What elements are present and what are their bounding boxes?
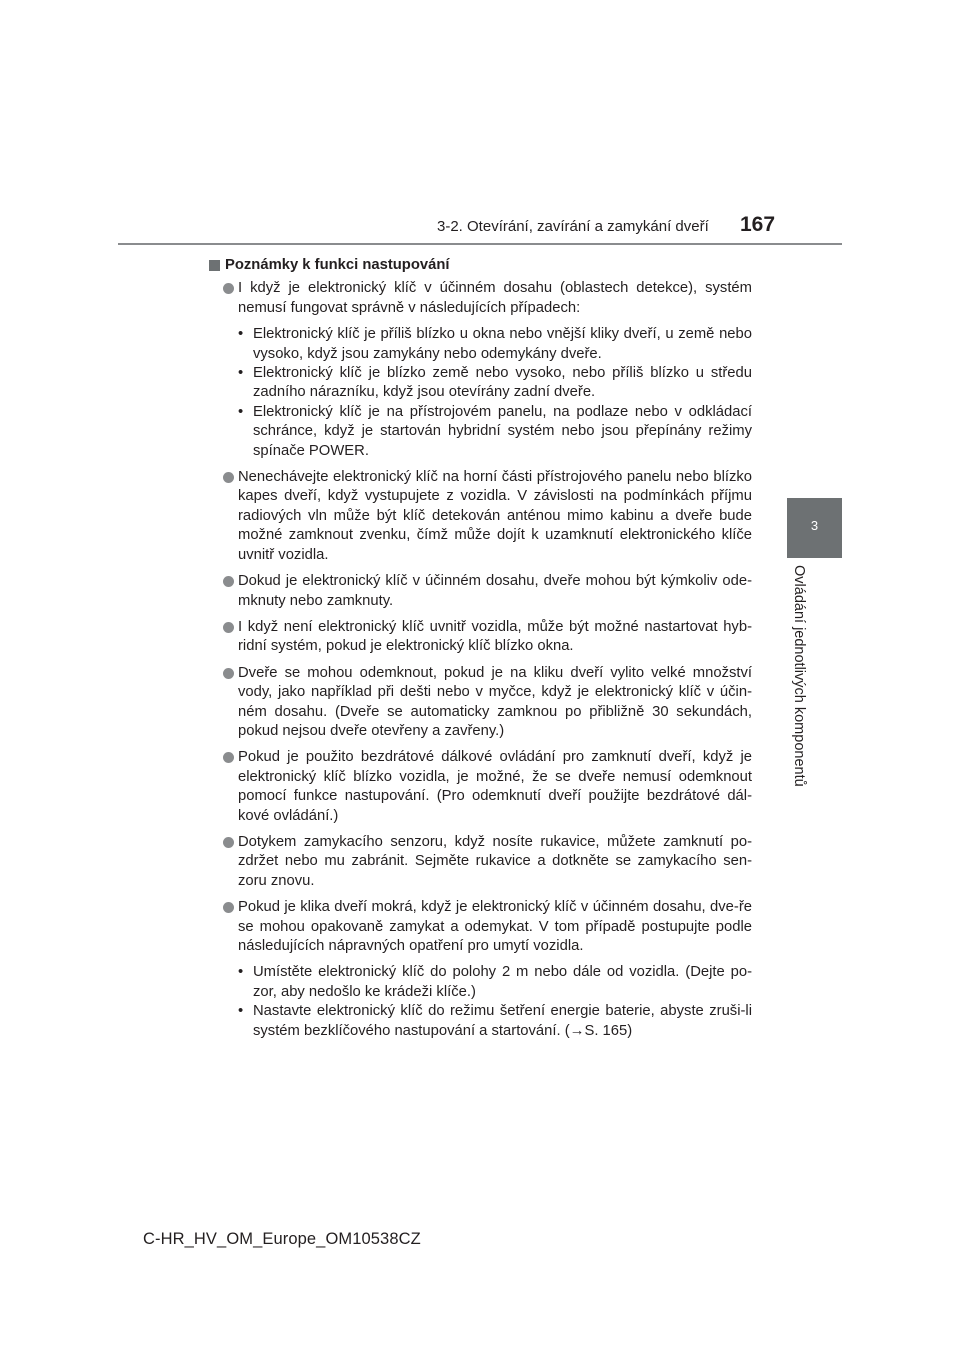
circle-bullet-icon (223, 902, 234, 913)
sub-list-item: • Nastavte elektronický klíč do režimu šetření energie baterie, abyste zruši-li systém bezklíčového nastupování a startování. (→S. 165) (238, 1002, 752, 1041)
circle-bullet-icon (223, 576, 234, 587)
header-section-title: 3-2. Otevírání, zavírání a zamykání dveří (437, 218, 709, 235)
list-item (208, 833, 752, 891)
list-item-text: Nenechávejte elektronický klíč na horní části přístrojového panelu nebo blízko kapes dveří, když vystupujete z vozidla. V závislosti na podmínkách příjmu radiových vln může být klíč detekován anténou mimo kabinu a dveře bude možné zamknout zvenku, čímž může dojít k uzamknutí elektronického klíče uvnitř vozidla. (238, 469, 752, 563)
square-bullet-icon (209, 260, 220, 271)
chapter-tab (787, 498, 842, 558)
list-item-text: Pokud je klika dveří mokrá, když je elektronický klíč v účinném dosahu, dve-ře se mohou opakovaně zamykat a odemykat. V tom případě postupujte podle následujících nápravných opatření pro umytí vozidla. (238, 899, 752, 954)
circle-bullet-icon (223, 837, 234, 848)
list-item (208, 748, 752, 826)
circle-bullet-icon (223, 283, 234, 294)
list-item (208, 898, 752, 1041)
sub-list-item: • Elektronický klíč je na přístrojovém panelu, na podlaze nebo v odkládací schránce, když je startován hybridní systém nebo jsou přepínány režimy spínače POWER. (238, 403, 752, 461)
document-code-footer: C-HR_HV_OM_Europe_OM10538CZ (143, 1230, 421, 1248)
page-number: 167 (740, 213, 776, 236)
list-item-text: I když není elektronický klíč uvnitř vozidla, může být možné nastartovat hyb-ridní systém, pokud je elektronický klíč blízko okna. (238, 618, 752, 655)
chapter-title: Ovládání jednotlivých komponentů (791, 565, 807, 787)
list-item (208, 664, 752, 742)
section-heading-text: Poznámky k funkci nastupování (225, 257, 450, 273)
list-item (208, 279, 752, 461)
page-content (208, 256, 752, 1048)
chapter-number: 3 (810, 518, 819, 533)
section-heading (208, 256, 752, 275)
sub-list (238, 325, 752, 461)
list-item-text: Dotykem zamykacího senzoru, když nosíte rukavice, můžete zamknutí po-zdržet nebo mu zabránit. Sejměte rukavice a dotkněte se zamykacího sen-zoru znovu. (238, 833, 752, 889)
circle-bullet-icon (223, 472, 234, 483)
circle-bullet-icon (223, 668, 234, 679)
list-item (208, 468, 752, 565)
circle-bullet-icon (223, 752, 234, 763)
circle-bullet-icon (223, 622, 234, 633)
list-item-text: Pokud je použito bezdrátové dálkové ovládání pro zamknutí dveří, když je elektronický klíč blízko vozidla, je možné, že se dveře nemusí odemknout pomocí funkce nastupování. (Pro odemknutí dveří použijte bezdrátové dál-kové ovládání.) (238, 749, 752, 824)
list-item-text: Dveře se mohou odemknout, pokud je na kliku dveří vylito velké množství vody, jako například při dešti nebo v myčce, když je elektronický klíč v účin-ném dosahu. (Dveře se automaticky zamknou po přibližně 30 sekundách, pokud nejsou dveře otevřeny a zavřeny.) (238, 664, 752, 739)
sub-list-item: • Elektronický klíč je příliš blízko u okna nebo vnější kliky dveří, u země nebo vysoko, když jsou zamykány nebo odemykány dveře. (238, 325, 752, 364)
sub-list-item: • Elektronický klíč je blízko země nebo vysoko, nebo příliš blízko u středu zadního nárazníku, když jsou otevírány zadní dveře. (238, 364, 752, 403)
sub-list (238, 963, 752, 1041)
sub-list-item: • Umístěte elektronický klíč do polohy 2 m nebo dále od vozidla. (Dejte po-zor, aby nedošlo ke krádeži klíče.) (238, 963, 752, 1002)
list-item-text: I když je elektronický klíč v účinném dosahu (oblastech detekce), systém nemusí fungovat správně v následujících případech: (238, 280, 752, 316)
list-item (208, 618, 752, 657)
list-item-text: Dokud je elektronický klíč v účinném dosahu, dveře mohou být kýmkoliv ode-mknuty nebo zamknuty. (238, 573, 752, 609)
list-item (208, 572, 752, 611)
header-divider (118, 243, 842, 245)
